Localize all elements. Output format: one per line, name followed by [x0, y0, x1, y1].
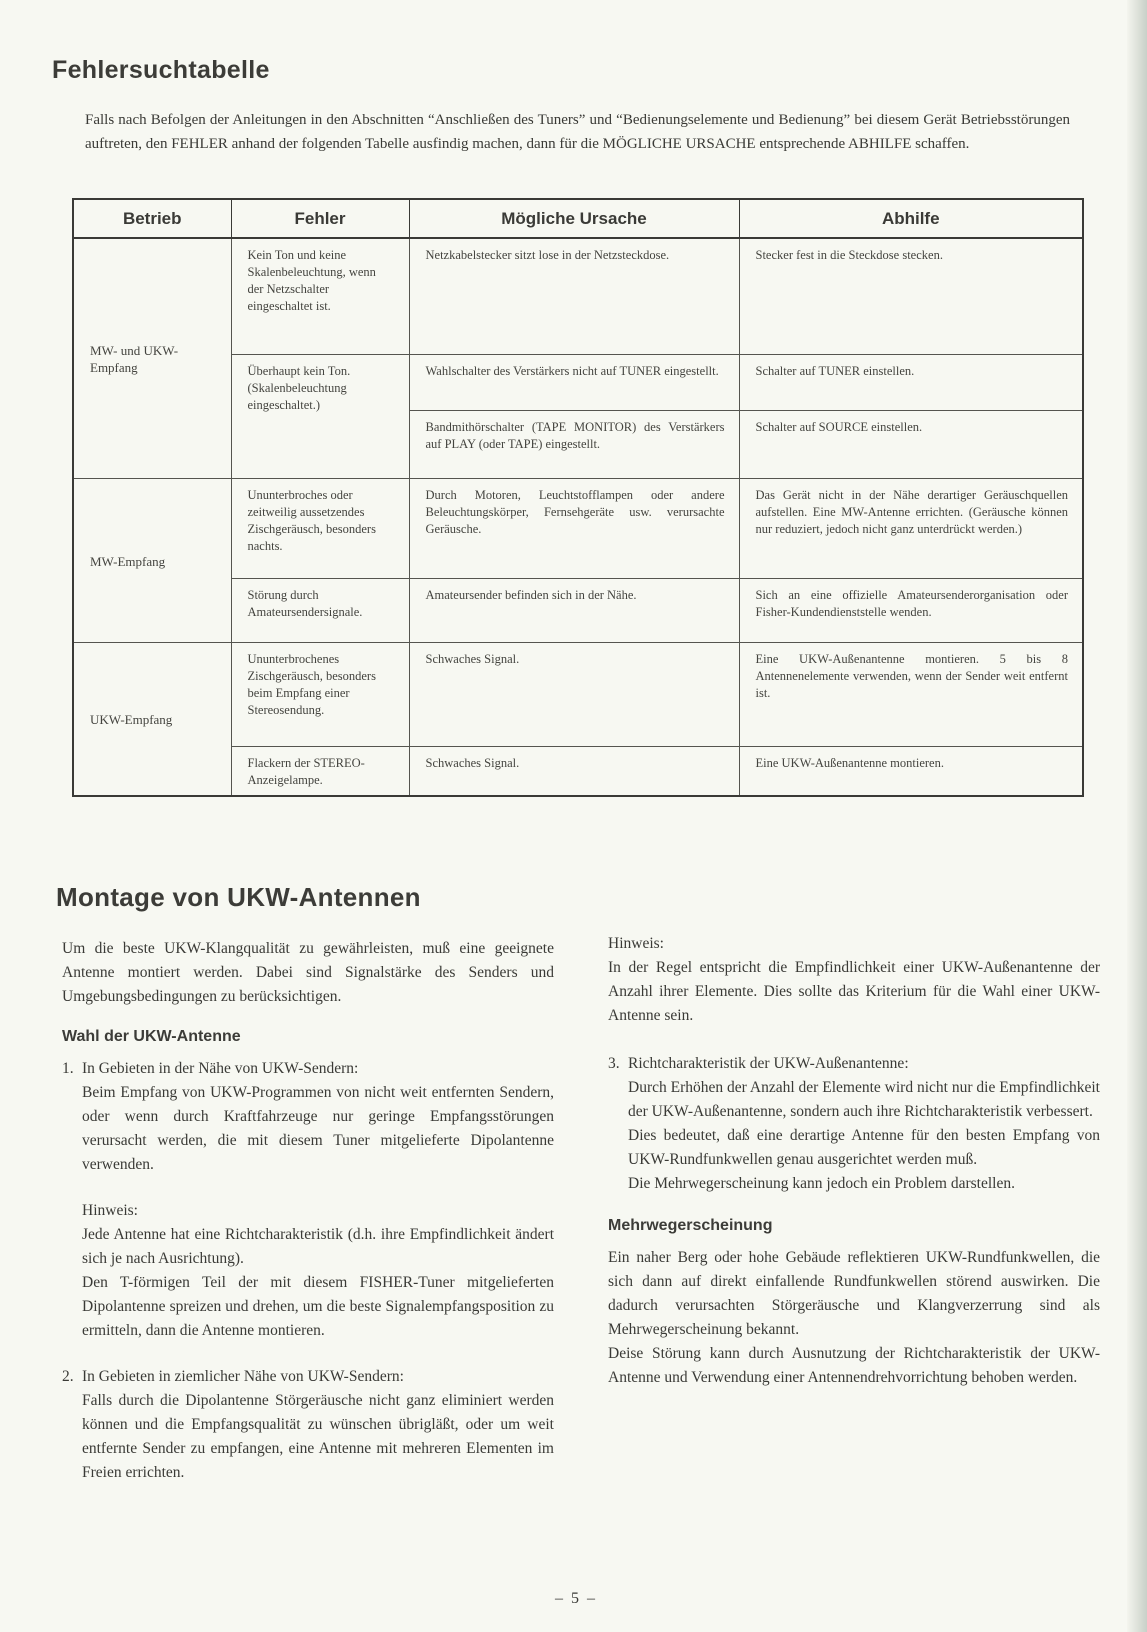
list-number: 2. — [62, 1368, 74, 1385]
table-row — [73, 642, 1083, 746]
table-row — [73, 478, 1083, 578]
fault-cell: Flackern der STEREO-Anzeigelampe. — [231, 746, 409, 796]
list-item-text: Die Mehrwegerscheinung kann jedoch ein Problem darstellen. — [628, 1175, 1015, 1192]
cause-cell: Netzkabelstecker sitzt lose in der Netzsteckdose. — [409, 238, 739, 354]
remedy-cell: Eine UKW-Außenantenne montieren. 5 bis 8 Antennenelemente verwenden, wenn der Sender weit entfernt ist. — [739, 642, 1083, 746]
fault-cell: Ununterbrochenes Zischgeräusch, besonders beim Empfang einer Stereosendung. — [231, 642, 409, 746]
subheading-antenna-choice: Wahl der UKW-Antenne — [62, 1028, 241, 1045]
list-item — [608, 1052, 1100, 1196]
troubleshooting-table — [72, 198, 1084, 797]
list-item-title: In Gebieten in ziemlicher Nähe von UKW-Sendern: — [82, 1368, 404, 1385]
remedy-cell: Das Gerät nicht in der Nähe derartiger Geräuschquellen aufstellen. Eine MW-Antenne errichten. (Geräusche können nur reduziert, jedoch nicht ganz unterdrückt werden.) — [739, 478, 1083, 578]
header-cause: Mögliche Ursache — [409, 199, 739, 238]
operation-cell: MW- und UKW-Empfang — [73, 238, 231, 478]
remedy-cell: Schalter auf SOURCE einstellen. — [739, 410, 1083, 478]
section-title-antenna: Montage von UKW-Antennen — [56, 882, 421, 912]
remedy-cell: Schalter auf TUNER einstellen. — [739, 354, 1083, 410]
header-fault: Fehler — [231, 199, 409, 238]
remedy-cell: Stecker fest in die Steckdose stecken. — [739, 238, 1083, 354]
header-operation: Betrieb — [73, 199, 231, 238]
multipath-text: Ein naher Berg oder hohe Gebäude reflektieren UKW-Rundfunkwellen, die sich dann auf direkt einfallende Rundfunkwellen störend auswirken. Die dadurch verursachten Störgeräusche und Klangverzerrung sind als Mehrwegerscheinung bekannt. — [608, 1249, 1100, 1338]
fault-cell: Ununterbroches oder zeitweilig aussetzendes Zischgeräusch, besonders nachts. — [231, 478, 409, 578]
list-number: 3. — [608, 1055, 620, 1072]
remedy-cell: Eine UKW-Außenantenne montieren. — [739, 746, 1083, 796]
list-item-text: Falls durch die Dipolantenne Störgeräusche nicht ganz eliminiert werden können und die Empfangsqualität zu wünschen übrigläßt, oder um weit entfernte Sender zu empfangen, eine Antenne mit mehreren Elementen im Freien errichten. — [82, 1392, 554, 1481]
list-item-title: In Gebieten in der Nähe von UKW-Sendern: — [82, 1060, 359, 1077]
cause-cell: Amateursender befinden sich in der Nähe. — [409, 578, 739, 642]
multipath-text: Deise Störung kann durch Ausnutzung der Richtcharakteristik der UKW-Antenne und Verwendung einer Antennendrehvorrichtung behoben werden. — [608, 1345, 1100, 1386]
list-item-title: Richtcharakteristik der UKW-Außenantenne: — [628, 1055, 909, 1072]
cause-cell: Durch Motoren, Leuchtstofflampen oder andere Beleuchtungskörper, Fernsehgeräte usw. verursachte Geräusche. — [409, 478, 739, 578]
list-item-text: Durch Erhöhen der Anzahl der Elemente wird nicht nur die Empfindlichkeit der UKW-Außenantenne, sondern auch ihre Richtcharakteristik verbessert. — [628, 1079, 1100, 1120]
right-column — [608, 932, 1100, 1390]
table-row — [73, 238, 1083, 354]
note-text: Jede Antenne hat eine Richtcharakteristik (d.h. ihre Empfindlichkeit ändert sich je nach Ausrichtung). — [82, 1226, 554, 1267]
operation-cell: UKW-Empfang — [73, 642, 231, 796]
left-column — [62, 937, 554, 1485]
cause-cell: Schwaches Signal. — [409, 642, 739, 746]
list-item — [62, 1365, 554, 1485]
list-number: 1. — [62, 1060, 74, 1077]
section-title-troubleshooting: Fehlersuchtabelle — [52, 56, 270, 84]
list-item-text: Beim Empfang von UKW-Programmen von nicht weit entfernten Sendern, oder wenn durch Kraftfahrzeuge nur geringe Empfangsstörungen verursacht werden, die mit diesem Tuner mitgelieferte Dipolantenne verwenden. — [82, 1084, 554, 1173]
header-remedy: Abhilfe — [739, 199, 1083, 238]
troubleshooting-intro: Falls nach Befolgen der Anleitungen in den Abschnitten “Anschließen des Tuners” und “Bedienungselemente und Bedienung” bei diesem Gerät Betriebsstörungen auftreten, den FEHLER anhand der folgenden Tabelle ausfindig machen, dann für die MÖGLICHE URSACHE entsprechende ABHILFE schaffen. — [85, 112, 1070, 152]
note-text: In der Regel entspricht die Empfindlichkeit einer UKW-Außenantenne der Anzahl ihrer Elemente. Dies sollte das Kriterium für die Wahl einer UKW-Antenne sein. — [608, 959, 1100, 1024]
table-header-row — [73, 199, 1083, 238]
cause-cell: Wahlschalter des Verstärkers nicht auf TUNER eingestellt. — [409, 354, 739, 410]
fault-cell: Kein Ton und keine Skalenbeleuchtung, wenn der Netzschalter eingeschaltet ist. — [231, 238, 409, 354]
antenna-intro: Um die beste UKW-Klangqualität zu gewährleisten, muß eine geeignete Antenne montiert werden. Dabei sind Signalstärke des Senders und Umgebungsbedingungen zu berücksichtigen. — [62, 940, 554, 1005]
remedy-cell: Sich an eine offizielle Amateursenderorganisation oder Fisher-Kundendienststelle wenden. — [739, 578, 1083, 642]
note-text: Den T-förmigen Teil der mit diesem FISHER-Tuner mitgelieferten Dipolantenne spreizen und drehen, um die beste Signalempfangsposition zu ermitteln, dann die Antenne montieren. — [82, 1274, 554, 1339]
list-item — [62, 1057, 554, 1343]
page-number: – 5 – — [555, 1590, 597, 1607]
list-item-text: Dies bedeutet, daß eine derartige Antenne für den besten Empfang von UKW-Rundfunkwellen genau ausgerichtet werden muß. — [628, 1127, 1100, 1168]
page-edge-shadow — [1127, 0, 1147, 1632]
fault-cell: Störung durch Amateursendersignale. — [231, 578, 409, 642]
note-label: Hinweis: — [82, 1202, 138, 1219]
subheading-multipath: Mehrwegerscheinung — [608, 1217, 773, 1234]
note-label: Hinweis: — [608, 935, 664, 952]
fault-cell: Überhaupt kein Ton. (Skalenbeleuchtung eingeschaltet.) — [231, 354, 409, 478]
cause-cell: Schwaches Signal. — [409, 746, 739, 796]
cause-cell: Bandmithörschalter (TAPE MONITOR) des Verstärkers auf PLAY (oder TAPE) eingestellt. — [409, 410, 739, 478]
operation-cell: MW-Empfang — [73, 478, 231, 642]
